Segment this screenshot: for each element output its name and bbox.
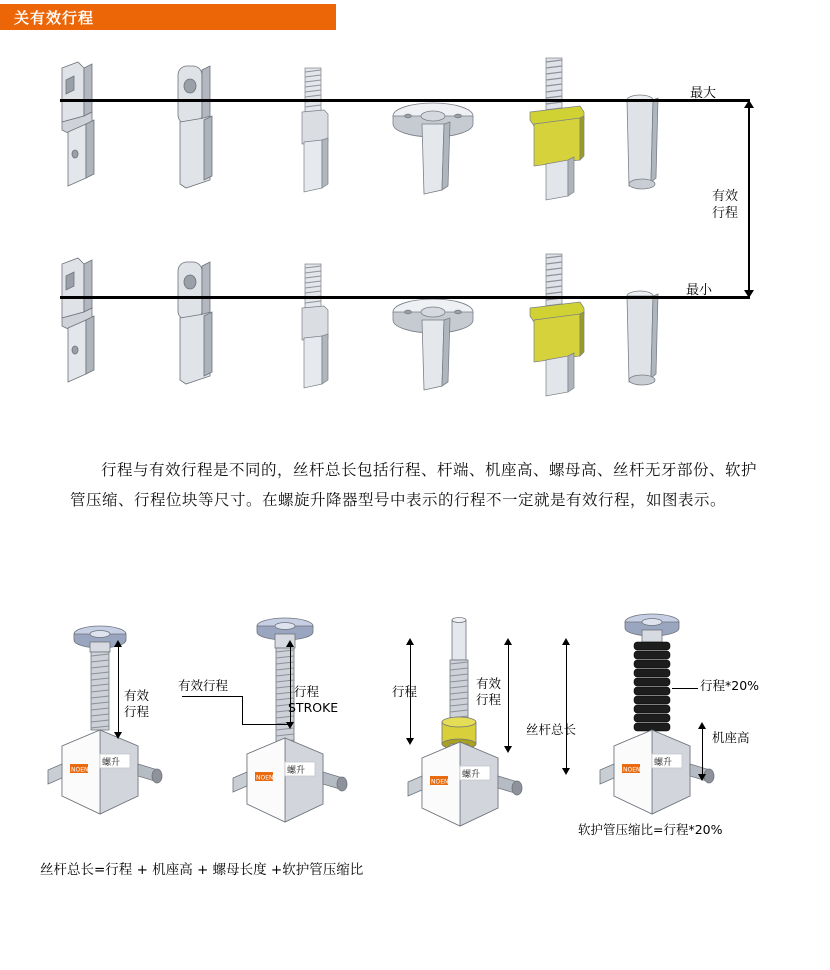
unit2-leader-effective-drop xyxy=(242,696,243,724)
unit2-stroke-arrow-top xyxy=(286,640,294,647)
unit3-effective-arrow-bottom xyxy=(504,746,512,753)
unit4-base-arrow-top xyxy=(698,722,706,729)
unit4-leader-bellows xyxy=(672,688,698,689)
bellows-formula-caption: 软护管压缩比=行程*20% xyxy=(578,822,723,837)
unit3-stroke-arrow-bottom xyxy=(406,738,414,745)
unit1-dim-line xyxy=(118,646,119,732)
unit4-total-arrow-top xyxy=(562,638,570,645)
max-reference-line xyxy=(60,99,750,102)
jack-unit-2 xyxy=(225,612,365,838)
travel-nut-block-part-max xyxy=(522,56,592,206)
page-title: 关有效行程 xyxy=(14,9,95,27)
threaded-rod-end-part-min xyxy=(292,260,342,400)
unit3-label-stroke: 行程 xyxy=(392,684,418,699)
svg-text:螺升: 螺升 xyxy=(654,758,673,768)
bottom-jack-diagrams xyxy=(0,600,830,900)
min-label: 最小 xyxy=(686,283,713,298)
svg-text:螺升: 螺升 xyxy=(102,758,121,768)
effective-stroke-label xyxy=(712,188,738,222)
svg-text:NOEN: NOEN xyxy=(623,766,641,774)
effective-stroke-label-line2: 行程 xyxy=(712,206,739,221)
unit3-stroke-arrow-top xyxy=(406,638,414,645)
svg-text:NOEN: NOEN xyxy=(256,774,274,782)
max-label: 最大 xyxy=(690,86,717,101)
unit4-label-total-length: 丝杆总长 xyxy=(526,722,577,737)
jack-unit-3 xyxy=(400,612,540,838)
unit1-label-line2: 行程 xyxy=(124,704,150,719)
svg-text:NOEN: NOEN xyxy=(431,778,449,786)
flange-plate-part-max xyxy=(388,94,478,204)
total-length-caption: 丝杆总长=行程 + 机座高 + 螺母长度 +软护管压缩比 xyxy=(40,862,364,878)
unit1-label-line1: 有效 xyxy=(124,688,150,703)
eye-end-part-min xyxy=(168,258,228,398)
min-reference-line xyxy=(60,296,750,299)
plain-tube-end-part-max xyxy=(618,86,668,206)
unit3-label-effective-2: 行程 xyxy=(476,692,502,707)
effective-stroke-arrow xyxy=(748,100,750,298)
unit3-label-effective-1: 有效 xyxy=(476,676,502,691)
unit2-stroke-arrow-bottom xyxy=(286,722,294,729)
unit4-label-base-height: 机座高 xyxy=(712,730,750,745)
svg-text:螺升: 螺升 xyxy=(287,766,306,776)
unit2-leader-effective xyxy=(182,696,242,697)
clevis-end-part-min xyxy=(48,256,128,396)
jack-unit-1 xyxy=(40,618,170,838)
eye-end-part-max xyxy=(168,62,228,202)
svg-text:螺升: 螺升 xyxy=(462,770,481,780)
unit3-effective-dim-line xyxy=(508,644,509,748)
unit1-dim-arrow-top xyxy=(114,640,122,647)
svg-text:NOEN: NOEN xyxy=(71,766,89,774)
unit4-base-arrow-bottom xyxy=(698,774,706,781)
flange-plate-part-min xyxy=(388,290,478,400)
unit4-total-arrow-bottom xyxy=(562,768,570,775)
jack-unit-4-bellows xyxy=(590,606,740,841)
unit4-label-bellows: 行程*20% xyxy=(700,678,760,693)
unit3-effective-arrow-top xyxy=(504,638,512,645)
travel-nut-block-part-min xyxy=(522,252,592,402)
unit4-base-height-line xyxy=(702,728,703,776)
unit2-effective-dim xyxy=(242,724,290,725)
effective-stroke-label-line1: 有效 xyxy=(712,189,739,204)
body-paragraph: 行程与有效行程是不同的，丝杆总长包括行程、杆端、机座高、螺母高、丝杆无牙部份、软护管压缩、行程位块等尺寸。在螺旋升降器型号中表示的行程不一定就是有效行程，如图表示。 xyxy=(70,461,758,509)
unit2-label-stroke-en: STROKE xyxy=(288,700,339,715)
clevis-end-part-max xyxy=(48,60,128,200)
unit4-total-length-line xyxy=(566,644,567,770)
unit1-dim-arrow-bottom xyxy=(114,732,122,739)
unit2-label-effective: 有效行程 xyxy=(178,678,229,693)
unit2-label-stroke: 行程 xyxy=(294,684,320,699)
plain-tube-end-part-min xyxy=(618,282,668,402)
top-assembly-diagram xyxy=(0,38,830,438)
threaded-rod-end-part-max xyxy=(292,64,342,204)
